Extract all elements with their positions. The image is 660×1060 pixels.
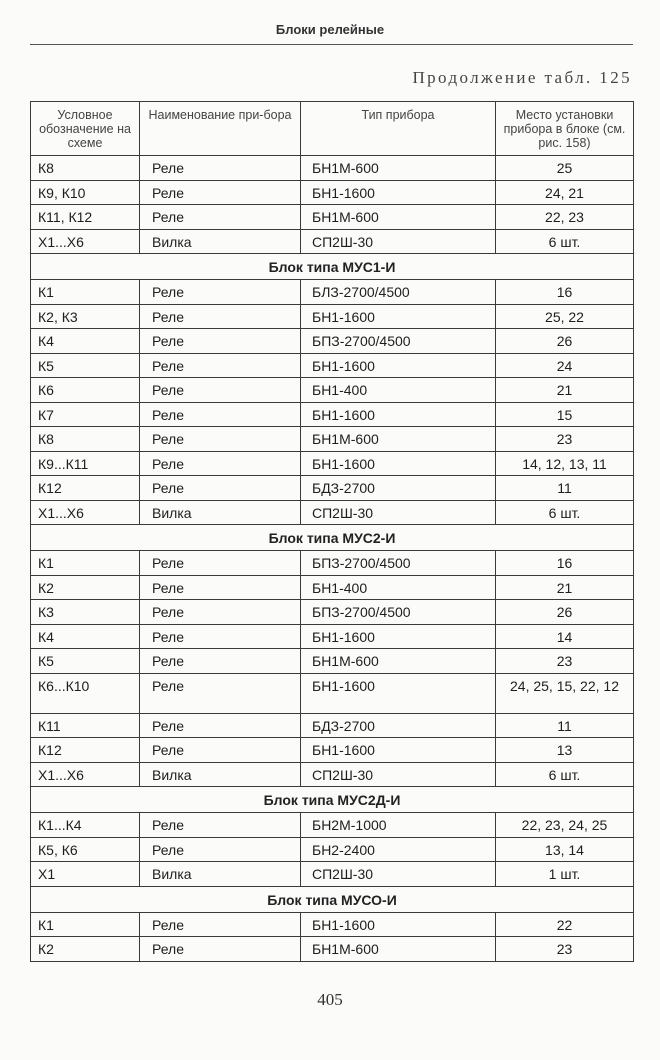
- device-type-cell: СП2Ш-30: [301, 762, 496, 787]
- device-type-cell: БН1-1600: [301, 912, 496, 937]
- section-title: Блок типа МУСО-И: [31, 886, 634, 912]
- location-cell: 24: [496, 353, 634, 378]
- device-type-cell: БН1М-600: [301, 937, 496, 962]
- location-cell: 25: [496, 156, 634, 181]
- device-type-cell: БН1М-600: [301, 427, 496, 452]
- section-title: Блок типа МУС2Д-И: [31, 787, 634, 813]
- device-name-cell: Вилка: [140, 229, 301, 254]
- device-name-cell: Реле: [140, 912, 301, 937]
- device-type-cell: БН1-400: [301, 575, 496, 600]
- device-name-cell: Вилка: [140, 500, 301, 525]
- location-cell: 21: [496, 378, 634, 403]
- designation-cell: К12: [31, 738, 140, 763]
- table-row: [31, 673, 634, 713]
- section-header-row: [31, 787, 634, 813]
- table-continuation-label: Продолжение табл. 125: [412, 68, 632, 87]
- designation-cell: К7: [31, 402, 140, 427]
- location-cell: 6 шт.: [496, 500, 634, 525]
- location-cell: 13, 14: [496, 837, 634, 862]
- location-cell: 13: [496, 738, 634, 763]
- device-type-cell: БПЗ-2700/4500: [301, 329, 496, 354]
- section-header-row: [31, 254, 634, 280]
- device-name-cell: Реле: [140, 649, 301, 674]
- designation-cell: К8: [31, 427, 140, 452]
- designation-cell: К5: [31, 353, 140, 378]
- designation-cell: К4: [31, 624, 140, 649]
- device-type-cell: БПЗ-2700/4500: [301, 600, 496, 625]
- designation-cell: К2: [31, 575, 140, 600]
- location-cell: 26: [496, 600, 634, 625]
- designation-cell: Х1...Х6: [31, 500, 140, 525]
- device-type-cell: БН2М-1000: [301, 813, 496, 838]
- designation-cell: К1: [31, 551, 140, 576]
- designation-cell: К12: [31, 476, 140, 501]
- column-header-device-type: Тип прибора: [301, 102, 496, 156]
- table-row: [31, 205, 634, 230]
- designation-cell: К11: [31, 713, 140, 738]
- location-cell: 6 шт.: [496, 229, 634, 254]
- table-header-row: [31, 102, 634, 156]
- location-cell: 22, 23, 24, 25: [496, 813, 634, 838]
- location-cell: 1 шт.: [496, 862, 634, 887]
- table-row: [31, 937, 634, 962]
- device-type-cell: БН1М-600: [301, 156, 496, 181]
- table-row: [31, 156, 634, 181]
- designation-cell: К5: [31, 649, 140, 674]
- designation-cell: К2, К3: [31, 304, 140, 329]
- location-cell: 16: [496, 280, 634, 305]
- table-row: [31, 229, 634, 254]
- device-name-cell: Реле: [140, 205, 301, 230]
- table-row: [31, 600, 634, 625]
- location-cell: 14: [496, 624, 634, 649]
- table-row: [31, 500, 634, 525]
- location-cell: 23: [496, 427, 634, 452]
- table-row: [31, 280, 634, 305]
- location-cell: 22, 23: [496, 205, 634, 230]
- device-name-cell: Реле: [140, 600, 301, 625]
- location-cell: 23: [496, 649, 634, 674]
- device-type-cell: СП2Ш-30: [301, 229, 496, 254]
- designation-cell: К5, К6: [31, 837, 140, 862]
- designation-cell: К1: [31, 280, 140, 305]
- running-title: Блоки релейные: [275, 22, 385, 37]
- section-header-row: [31, 886, 634, 912]
- table-row: [31, 738, 634, 763]
- device-name-cell: Реле: [140, 180, 301, 205]
- designation-cell: К1: [31, 912, 140, 937]
- table-row: [31, 476, 634, 501]
- device-name-cell: Реле: [140, 402, 301, 427]
- designation-cell: К8: [31, 156, 140, 181]
- device-type-cell: БН1-1600: [301, 624, 496, 649]
- table-row: [31, 713, 634, 738]
- section-header-row: [31, 525, 634, 551]
- device-name-cell: Реле: [140, 280, 301, 305]
- location-cell: 14, 12, 13, 11: [496, 451, 634, 476]
- table-row: [31, 762, 634, 787]
- designation-cell: К1...К4: [31, 813, 140, 838]
- location-cell: 25, 22: [496, 304, 634, 329]
- device-type-cell: БН1-1600: [301, 353, 496, 378]
- device-type-cell: БН1М-600: [301, 649, 496, 674]
- device-name-cell: Реле: [140, 813, 301, 838]
- device-type-cell: БН2-2400: [301, 837, 496, 862]
- location-cell: 21: [496, 575, 634, 600]
- page-number: 405: [317, 990, 343, 1009]
- table-row: [31, 304, 634, 329]
- device-name-cell: Реле: [140, 476, 301, 501]
- table-row: [31, 427, 634, 452]
- table-row: [31, 575, 634, 600]
- device-type-cell: БДЗ-2700: [301, 476, 496, 501]
- designation-cell: К11, К12: [31, 205, 140, 230]
- device-type-cell: БДЗ-2700: [301, 713, 496, 738]
- device-name-cell: Реле: [140, 451, 301, 476]
- location-cell: 22: [496, 912, 634, 937]
- table-row: [31, 451, 634, 476]
- designation-cell: Х1...Х6: [31, 229, 140, 254]
- designation-cell: К4: [31, 329, 140, 354]
- device-type-cell: БН1-1600: [301, 738, 496, 763]
- table-row: [31, 402, 634, 427]
- location-cell: 23: [496, 937, 634, 962]
- table-row: [31, 329, 634, 354]
- device-type-cell: БН1М-600: [301, 205, 496, 230]
- header-divider: [30, 44, 633, 45]
- table-row: [31, 551, 634, 576]
- location-cell: 6 шт.: [496, 762, 634, 787]
- designation-cell: К9...К11: [31, 451, 140, 476]
- device-name-cell: Реле: [140, 837, 301, 862]
- column-header-designation: Условное обозначение на схеме: [31, 102, 140, 156]
- device-name-cell: Реле: [140, 624, 301, 649]
- device-name-cell: Вилка: [140, 762, 301, 787]
- designation-cell: Х1: [31, 862, 140, 887]
- designation-cell: К9, К10: [31, 180, 140, 205]
- device-type-cell: БН1-1600: [301, 673, 496, 713]
- location-cell: 15: [496, 402, 634, 427]
- relay-table: [30, 101, 634, 962]
- device-name-cell: Реле: [140, 329, 301, 354]
- table-body: [31, 156, 634, 962]
- device-name-cell: Реле: [140, 673, 301, 713]
- table-row: [31, 813, 634, 838]
- device-type-cell: БН1-1600: [301, 451, 496, 476]
- table-row: [31, 649, 634, 674]
- column-header-device-name: Наименование при-бора: [140, 102, 301, 156]
- designation-cell: К3: [31, 600, 140, 625]
- section-title: Блок типа МУС2-И: [31, 525, 634, 551]
- location-cell: 11: [496, 476, 634, 501]
- table-row: [31, 862, 634, 887]
- device-name-cell: Реле: [140, 156, 301, 181]
- column-header-location: Место установки прибора в блоке (см. рис. 158): [496, 102, 634, 156]
- device-name-cell: Реле: [140, 937, 301, 962]
- location-cell: 24, 21: [496, 180, 634, 205]
- device-type-cell: БН1-1600: [301, 304, 496, 329]
- location-cell: 26: [496, 329, 634, 354]
- table-row: [31, 624, 634, 649]
- table-row: [31, 378, 634, 403]
- device-type-cell: СП2Ш-30: [301, 862, 496, 887]
- device-name-cell: Реле: [140, 353, 301, 378]
- device-type-cell: БПЗ-2700/4500: [301, 551, 496, 576]
- device-name-cell: Вилка: [140, 862, 301, 887]
- designation-cell: Х1...Х6: [31, 762, 140, 787]
- location-cell: 11: [496, 713, 634, 738]
- device-type-cell: БН1-1600: [301, 180, 496, 205]
- device-name-cell: Реле: [140, 575, 301, 600]
- device-name-cell: Реле: [140, 738, 301, 763]
- designation-cell: К2: [31, 937, 140, 962]
- table-row: [31, 180, 634, 205]
- table-row: [31, 353, 634, 378]
- device-name-cell: Реле: [140, 427, 301, 452]
- section-title: Блок типа МУС1-И: [31, 254, 634, 280]
- device-type-cell: БЛЗ-2700/4500: [301, 280, 496, 305]
- designation-cell: К6: [31, 378, 140, 403]
- designation-cell: К6...К10: [31, 673, 140, 713]
- device-type-cell: БН1-1600: [301, 402, 496, 427]
- location-cell: 16: [496, 551, 634, 576]
- device-name-cell: Реле: [140, 378, 301, 403]
- device-name-cell: Реле: [140, 713, 301, 738]
- table-row: [31, 837, 634, 862]
- device-type-cell: СП2Ш-30: [301, 500, 496, 525]
- relay-table-container: [30, 101, 633, 962]
- device-name-cell: Реле: [140, 551, 301, 576]
- location-cell: 24, 25, 15, 22, 12: [496, 673, 634, 713]
- device-name-cell: Реле: [140, 304, 301, 329]
- table-row: [31, 912, 634, 937]
- device-type-cell: БН1-400: [301, 378, 496, 403]
